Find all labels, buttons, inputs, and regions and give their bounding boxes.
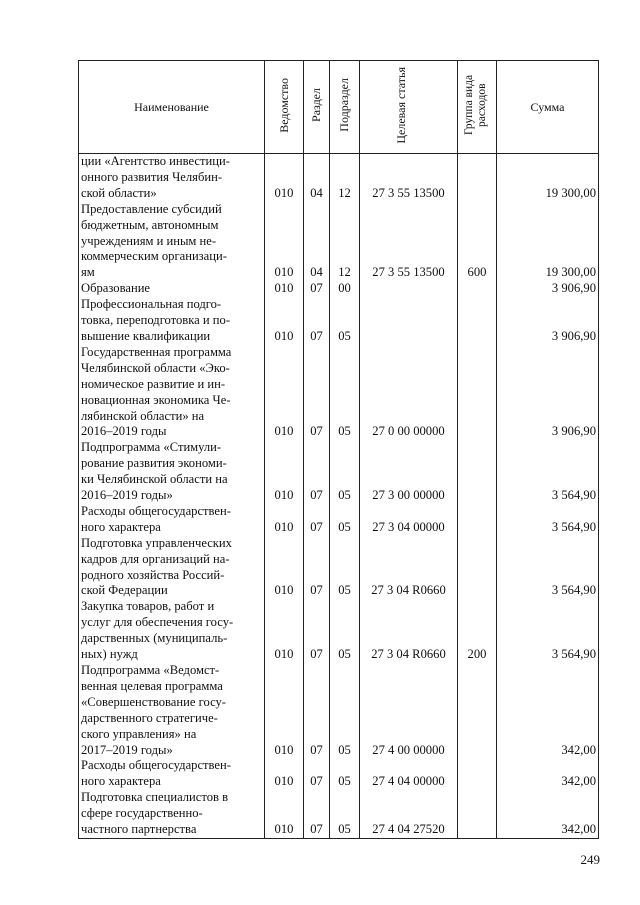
row-razdel: 04 <box>304 202 330 282</box>
row-sum: 3 564,90 <box>497 440 599 504</box>
row-razdel: 04 <box>304 154 330 202</box>
table-row <box>79 345 599 440</box>
row-name: Профессиональная подго- товка, переподготовка и по- вышение квалификации <box>79 297 265 345</box>
row-razdel: 07 <box>304 790 330 838</box>
row-target: 27 4 00 00000 <box>360 663 458 758</box>
row-razdel: 07 <box>304 758 330 790</box>
row-sum: 19 300,00 <box>497 202 599 282</box>
row-group <box>458 790 497 838</box>
row-target: 27 3 00 00000 <box>360 440 458 504</box>
row-name: Подпрограмма «Стимули- рование развития экономи- ки Челябинской области на 2016–2019 годы» <box>79 440 265 504</box>
header-target: Целевая статья <box>360 61 458 154</box>
row-name: Предоставление субсидий бюджетным, автономным учреждениям и иным не- коммерческим организаци- ям <box>79 202 265 282</box>
row-vedomstvo: 010 <box>265 440 304 504</box>
row-podrazdel: 05 <box>330 536 360 600</box>
row-group <box>458 281 497 297</box>
row-target: 27 3 55 13500 <box>360 202 458 282</box>
row-sum: 3 564,90 <box>497 536 599 600</box>
row-target: 27 3 04 R0660 <box>360 536 458 600</box>
row-sum: 342,00 <box>497 790 599 838</box>
row-podrazdel: 05 <box>330 504 360 536</box>
row-group <box>458 440 497 504</box>
row-name: Расходы общегосударствен- ного характера <box>79 758 265 790</box>
row-name: Подготовка специалистов в сфере государственно- частного партнерства <box>79 790 265 838</box>
row-vedomstvo: 010 <box>265 297 304 345</box>
row-target: 27 3 55 13500 <box>360 154 458 202</box>
row-target: 27 0 00 00000 <box>360 345 458 440</box>
table-row <box>79 202 599 282</box>
table-row <box>79 663 599 758</box>
table-row <box>79 440 599 504</box>
row-name: Расходы общегосударствен- ного характера <box>79 504 265 536</box>
budget-table <box>78 60 599 839</box>
row-sum: 3 906,90 <box>497 297 599 345</box>
table-header-row <box>79 61 599 154</box>
row-podrazdel: 05 <box>330 440 360 504</box>
row-sum: 3 906,90 <box>497 345 599 440</box>
table-row <box>79 281 599 297</box>
row-group <box>458 154 497 202</box>
row-group: 600 <box>458 202 497 282</box>
row-target <box>360 297 458 345</box>
row-razdel: 07 <box>304 345 330 440</box>
table-row <box>79 536 599 600</box>
row-name: Государственная программа Челябинской области «Эко- номическое развитие и ин- новационная экономика Че- лябинской области» на 2016–2019 годы <box>79 345 265 440</box>
table-row <box>79 154 599 202</box>
row-razdel: 07 <box>304 536 330 600</box>
table-row <box>79 504 599 536</box>
header-sum: Сумма <box>497 61 599 154</box>
header-podrazdel: Подраздел <box>330 61 360 154</box>
row-podrazdel: 05 <box>330 345 360 440</box>
row-razdel: 07 <box>304 504 330 536</box>
row-podrazdel: 00 <box>330 281 360 297</box>
row-name: ции «Агентство инвестици- онного развития Челябин- ской области» <box>79 154 265 202</box>
page-number: 249 <box>580 852 600 867</box>
row-vedomstvo: 010 <box>265 504 304 536</box>
row-sum: 3 564,90 <box>497 599 599 663</box>
row-podrazdel: 05 <box>330 758 360 790</box>
row-sum: 3 564,90 <box>497 504 599 536</box>
row-podrazdel: 05 <box>330 790 360 838</box>
table-row <box>79 790 599 838</box>
row-target <box>360 281 458 297</box>
row-razdel: 07 <box>304 281 330 297</box>
row-target: 27 3 04 00000 <box>360 504 458 536</box>
row-group: 200 <box>458 599 497 663</box>
row-sum: 19 300,00 <box>497 154 599 202</box>
row-razdel: 07 <box>304 599 330 663</box>
row-name: Подготовка управленческих кадров для организаций на- родного хозяйства Россий- ской Федерации <box>79 536 265 600</box>
table-row <box>79 297 599 345</box>
row-vedomstvo: 010 <box>265 790 304 838</box>
row-podrazdel: 05 <box>330 663 360 758</box>
row-group <box>458 663 497 758</box>
row-razdel: 07 <box>304 663 330 758</box>
table-row <box>79 599 599 663</box>
row-vedomstvo: 010 <box>265 154 304 202</box>
row-vedomstvo: 010 <box>265 758 304 790</box>
row-razdel: 07 <box>304 440 330 504</box>
row-group <box>458 536 497 600</box>
row-vedomstvo: 010 <box>265 202 304 282</box>
row-podrazdel: 12 <box>330 202 360 282</box>
row-podrazdel: 12 <box>330 154 360 202</box>
row-vedomstvo: 010 <box>265 281 304 297</box>
header-name: Наименование <box>79 61 265 154</box>
row-group <box>458 758 497 790</box>
row-razdel: 07 <box>304 297 330 345</box>
row-target: 27 3 04 R0660 <box>360 599 458 663</box>
row-name: Подпрограмма «Ведомст- венная целевая программа «Совершенствование госу- дарственного стратегиче- ского управления» на 2017–2019 годы» <box>79 663 265 758</box>
header-vedomstvo: Ведомство <box>265 61 304 154</box>
row-sum: 342,00 <box>497 663 599 758</box>
row-vedomstvo: 010 <box>265 599 304 663</box>
row-group <box>458 504 497 536</box>
row-name: Образование <box>79 281 265 297</box>
header-razdel: Раздел <box>304 61 330 154</box>
row-podrazdel: 05 <box>330 599 360 663</box>
row-group <box>458 297 497 345</box>
row-podrazdel: 05 <box>330 297 360 345</box>
header-group: Группа вида расходов <box>458 61 497 154</box>
row-target: 27 4 04 27520 <box>360 790 458 838</box>
row-vedomstvo: 010 <box>265 536 304 600</box>
table-row <box>79 758 599 790</box>
row-target: 27 4 04 00000 <box>360 758 458 790</box>
row-group <box>458 345 497 440</box>
row-vedomstvo: 010 <box>265 663 304 758</box>
row-sum: 342,00 <box>497 758 599 790</box>
row-vedomstvo: 010 <box>265 345 304 440</box>
row-name: Закупка товаров, работ и услуг для обеспечения госу- дарственных (муниципаль- ных) нужд <box>79 599 265 663</box>
row-sum: 3 906,90 <box>497 281 599 297</box>
